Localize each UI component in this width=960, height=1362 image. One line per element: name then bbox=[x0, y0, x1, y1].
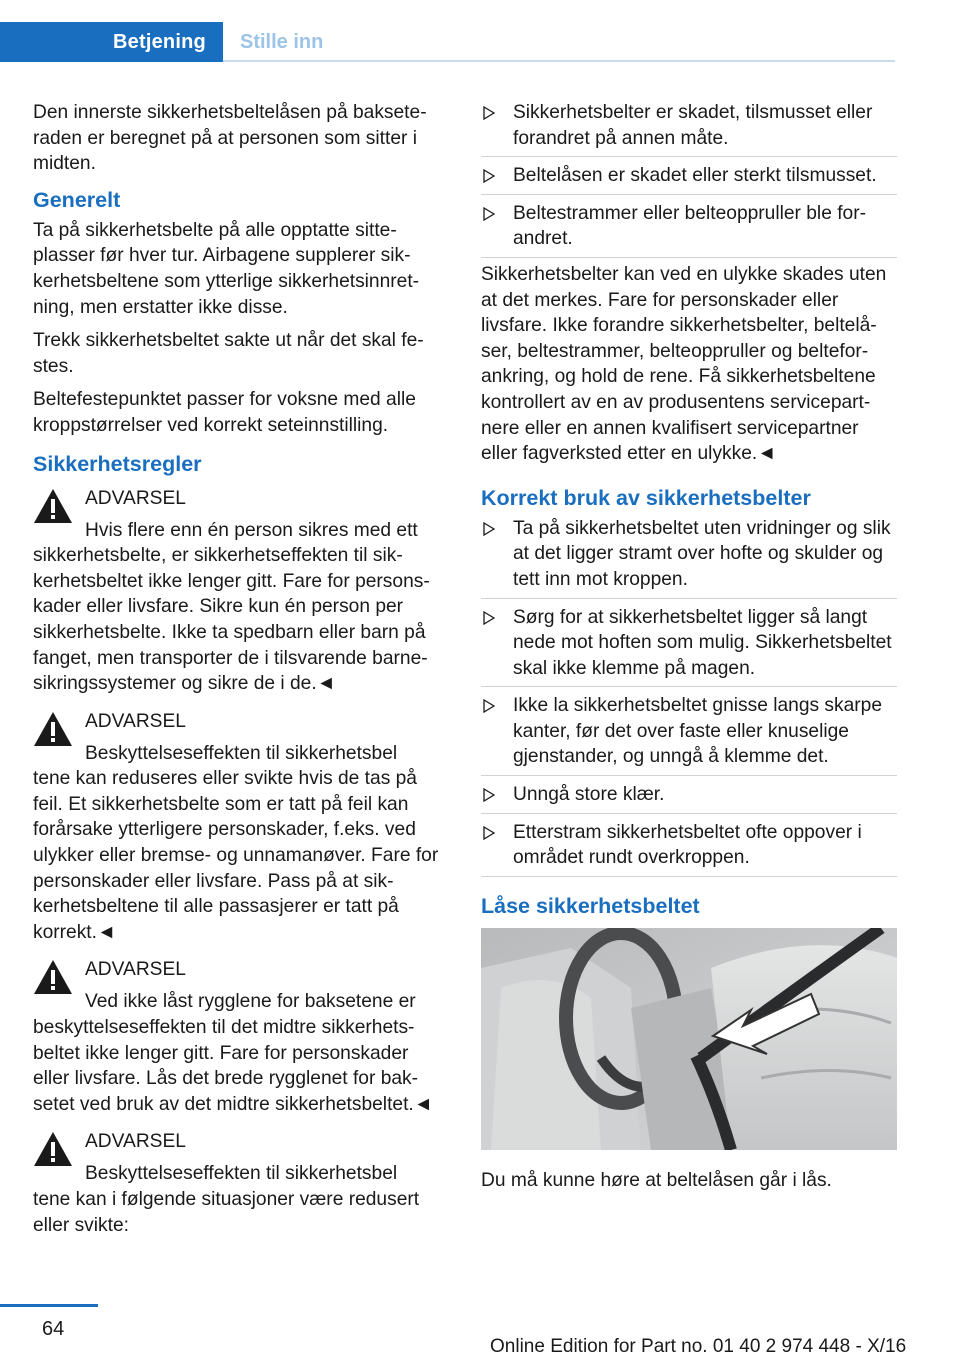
list-item bbox=[481, 820, 897, 877]
seatbelt-buckle-illustration bbox=[481, 928, 897, 1150]
lase-paragraph: Du må kunne høre at beltelåsen går i lås. bbox=[481, 1169, 832, 1191]
triangle-right-outline-icon bbox=[483, 169, 495, 183]
list-item-text: Beltelåsen er skadet eller sterkt tilsmusset. bbox=[513, 165, 877, 187]
warning-block bbox=[33, 1129, 449, 1238]
list-item-text: Sørg for at sikkerhetsbeltet ligger så langt nede mot hoften som mulig. Sikkerhetsbeltet skal ikke klemme på magen. bbox=[513, 606, 892, 679]
list-item-text: Etterstram sikkerhetsbeltet ofte oppover i området rundt overkroppen. bbox=[513, 821, 862, 869]
triangle-right-outline-icon bbox=[483, 522, 495, 536]
damage-paragraph: Sikkerhetsbelter kan ved en ulykke skades uten at det merkes. Fare for personskader eller livsfare. Ikke forandre sikkerhetsbelter, beltelåser, beltestrammer, belteoppruller og belteforankring, og hold de rene. Få sikkerhetsbeltene kontrollert av en av produsentens servicepartnere eller en annen kvalifisert servicepartner eller fagverksted etter en ulykke.◄ bbox=[481, 263, 887, 465]
list-item-text: Unngå store klær. bbox=[513, 784, 665, 806]
warning-text: sikkerhetsbelte, er sikkerhetseffekten til sikkerhetsbeltet ikke lenger gitt. Fare for personskader eller livsfare. Sikre kun én person per sikkerhetsbelte. Ikke ta spedbarn eller barn på fanget, men transporter de i tilsvarende barnesikringssystemer og sikre de i de.◄ bbox=[33, 545, 430, 695]
warning-title: ADVARSEL bbox=[85, 710, 186, 732]
intro-paragraph: Den innerste sikkerhetsbeltelåsen på bakseteraden er beregnet på at personen som sitter i midten. bbox=[33, 102, 427, 175]
list-item bbox=[481, 605, 897, 688]
triangle-right-outline-icon bbox=[483, 788, 495, 802]
tab-betjening-label: Betjening bbox=[113, 31, 206, 53]
heading-lase-sikkerhetsbeltet: Låse sikkerhetsbeltet bbox=[481, 893, 700, 918]
list-item-text: Beltestrammer eller belteoppruller ble forandret. bbox=[513, 202, 866, 250]
triangle-right-outline-icon bbox=[483, 106, 495, 120]
triangle-right-outline-icon bbox=[483, 611, 495, 625]
generelt-paragraph-3: Beltefestepunktet passer for voksne med alle kroppstørrelser ved korrekt seteinnstilling. bbox=[33, 389, 416, 436]
list-item-text: Sikkerhetsbelter er skadet, tilsmusset eller forandret på annen måte. bbox=[513, 102, 873, 149]
right-column bbox=[481, 100, 897, 1201]
list-item bbox=[481, 782, 897, 814]
list-item bbox=[481, 100, 897, 157]
list-item-text: Ikke la sikkerhetsbeltet gnisse langs skarpe kanter, før det over faste eller knuselige gjenstander, og unngå å klemme det. bbox=[513, 695, 883, 768]
warning-text: tene kan i følgende situasjoner være redusert eller svikte: bbox=[33, 1189, 420, 1236]
heading-generelt: Generelt bbox=[33, 187, 121, 212]
warning-text: tene kan reduseres eller svikte hvis de tas på feil. Et sikkerhetsbelte som er tatt på feil kan forårsake ytterligere personskader, f.eks. ved ulykker eller bremse- og unnamanøver. Fare for personskader eller livsfare. Pass på at sikkerhetsbeltene til alle passasjerer er tatt på korrekt.◄ bbox=[33, 768, 439, 943]
seatbelt-buckle-photo bbox=[481, 928, 897, 1150]
tab-stille-inn[interactable]: Stille inn bbox=[240, 31, 324, 53]
warning-title: ADVARSEL bbox=[85, 1131, 186, 1153]
edition-text: Online Edition for Part no. 01 40 2 974 448 - X/16 bbox=[490, 1336, 907, 1357]
condition-list bbox=[481, 100, 897, 258]
list-item bbox=[481, 516, 897, 599]
warning-block bbox=[33, 709, 449, 946]
list-item-text: Ta på sikkerhetsbeltet uten vridninger og slik at det ligger stramt over hofte og skulder og tett inn mot kroppen. bbox=[513, 517, 891, 590]
warning-title: ADVARSEL bbox=[85, 959, 186, 981]
heading-sikkerhetsregler: Sikkerhetsregler bbox=[33, 451, 202, 476]
page-number: 64 bbox=[42, 1318, 65, 1340]
left-column bbox=[33, 100, 449, 1250]
warning-text-first-line: Hvis flere enn én person sikres med ett bbox=[85, 519, 418, 541]
triangle-right-outline-icon bbox=[483, 826, 495, 840]
tab-betjening[interactable] bbox=[0, 22, 223, 62]
generelt-paragraph-1: Ta på sikkerhetsbelte på alle opptatte sitteplasser før hver tur. Airbagene supplerer sikkerhetsbeltene som ytterlige sikkerhetsinnretning, men erstatter ikke disse. bbox=[33, 219, 420, 318]
warning-triangle-icon bbox=[33, 959, 73, 995]
warning-triangle-icon bbox=[33, 711, 73, 747]
warning-title: ADVARSEL bbox=[85, 487, 186, 509]
list-item bbox=[481, 163, 897, 195]
warning-triangle-icon bbox=[33, 488, 73, 524]
heading-korrekt-bruk: Korrekt bruk av sikkerhetsbelter bbox=[481, 485, 811, 510]
triangle-right-outline-icon bbox=[483, 699, 495, 713]
header-tabbar bbox=[0, 0, 960, 62]
warning-text: beskyttelseseffekten til det midtre sikkerhetsbeltet ikke lenger gitt. Fare for personskader eller livsfare. Lås det brede rygglenet for baksetet ved bruk av det midtre sikkerhetsbeltet.◄ bbox=[33, 1017, 433, 1115]
triangle-right-outline-icon bbox=[483, 207, 495, 221]
warning-block bbox=[33, 957, 449, 1117]
list-item bbox=[481, 693, 897, 776]
warning-text-first-line: Ved ikke låst rygglene for baksetene er bbox=[85, 991, 416, 1013]
footer-accent-line bbox=[0, 1304, 98, 1307]
warning-triangle-icon bbox=[33, 1131, 73, 1167]
warning-block bbox=[33, 486, 449, 697]
warning-text-first-line: Beskyttelseseffekten til sikkerhetsbel bbox=[85, 742, 398, 764]
korrekt-bruk-list bbox=[481, 516, 897, 877]
generelt-paragraph-2: Trekk sikkerhetsbeltet sakte ut når det skal festes. bbox=[33, 330, 424, 377]
header-divider bbox=[223, 60, 895, 62]
list-item bbox=[481, 201, 897, 258]
warning-text-first-line: Beskyttelseseffekten til sikkerhetsbel bbox=[85, 1163, 398, 1185]
